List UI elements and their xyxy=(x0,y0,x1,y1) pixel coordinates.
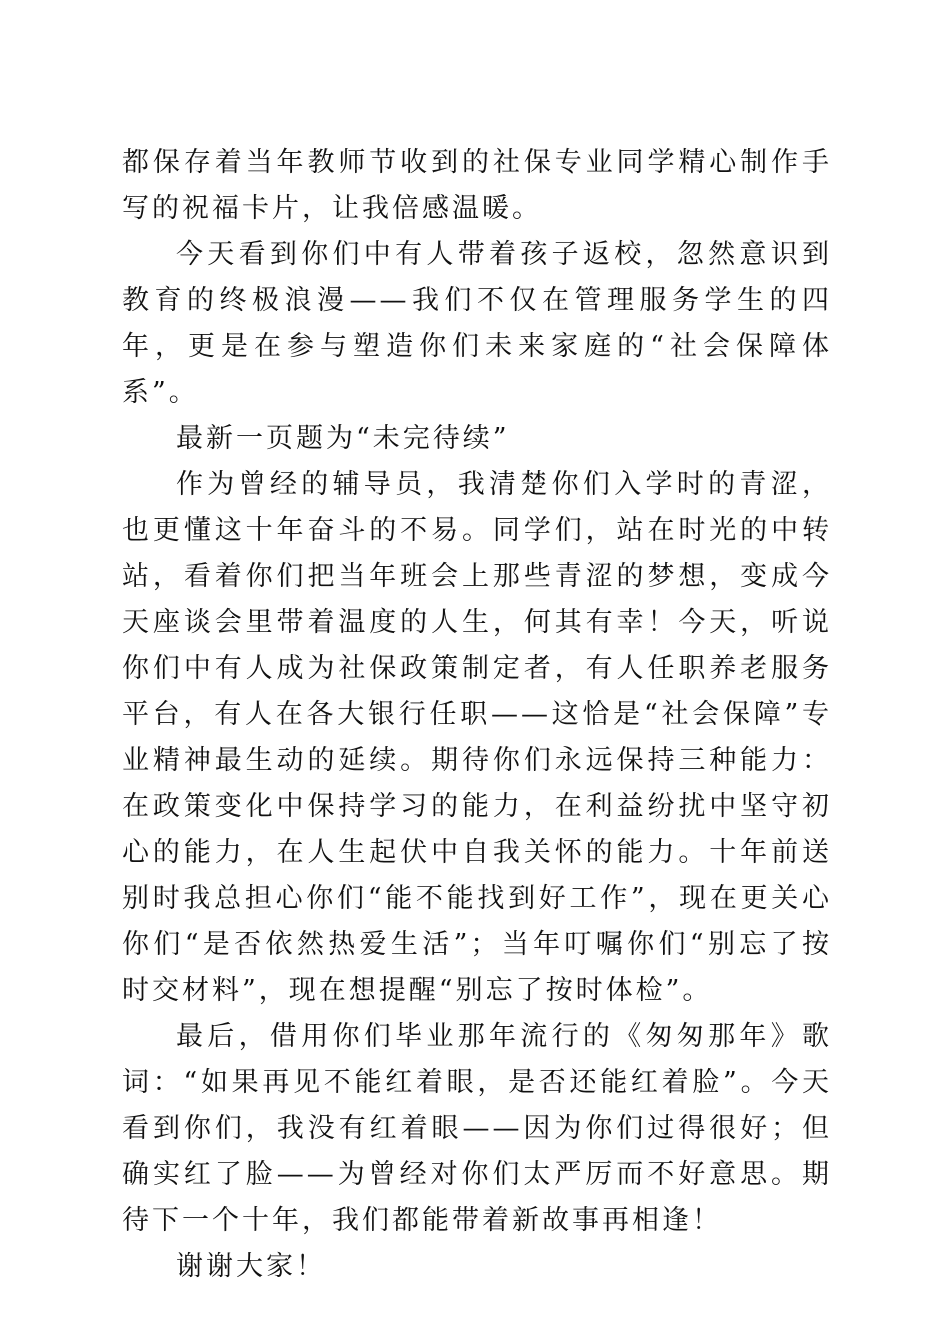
paragraph-3: 作为曾经的辅导员，我清楚你们入学时的青涩，也更懂这十年奋斗的不易。同学们，站在时光的中转站，看着你们把当年班会上那些青涩的梦想，变成今天座谈会里带着温度的人生，何其有幸！今天，听说你们中有人成为社保政策制定者，有人任职养老服务平台，有人在各大银行任职——这恰是“社会保障”专业精神最生动的延续。期待你们永远保持三种能力：在政策变化中保持学习的能力，在利益纷扰中坚守初心的能力，在人生起伏中自我关怀的能力。十年前送别时我总担心你们“能不能找到好工作”，现在更关心你们“是否依然热爱生活”；当年叮嘱你们“别忘了按时交材料”，现在想提醒“别忘了按时体检”。 xyxy=(122,469,832,1006)
section-heading: 最新一页题为“未完待续” xyxy=(176,423,510,454)
paragraph-2: 今天看到你们中有人带着孩子返校，忽然意识到教育的终极浪漫——我们不仅在管理服务学生的四年，更是在参与塑造你们未来家庭的“社会保障体系”。 xyxy=(122,239,832,408)
closing-thanks: 谢谢大家！ xyxy=(176,1251,326,1282)
document-body xyxy=(122,140,832,1290)
paragraph-1: 都保存着当年教师节收到的社保专业同学精心制作手写的祝福卡片，让我倍感温暖。 xyxy=(122,147,832,224)
paragraph-4: 最后，借用你们毕业那年流行的《匆匆那年》歌词：“如果再见不能红着眼，是否还能红着脸”。今天看到你们，我没有红着眼——因为你们过得很好；但确实红了脸——为曾经对你们太严厉而不好意思。期待下一个十年，我们都能带着新故事再相逢！ xyxy=(122,1021,832,1236)
